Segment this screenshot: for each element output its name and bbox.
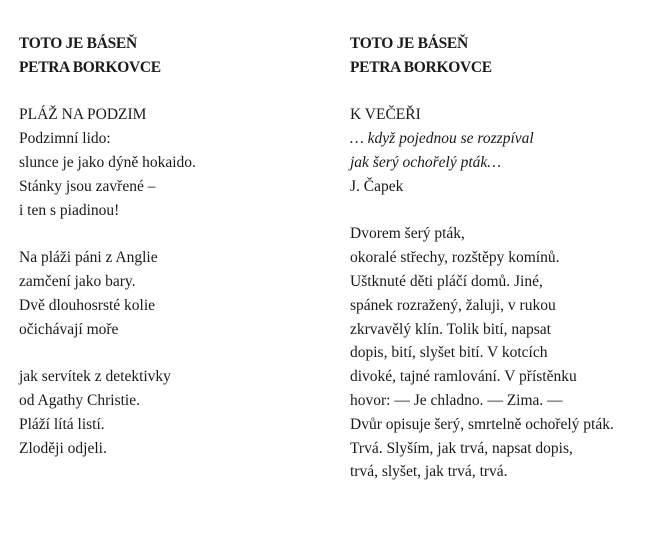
verse-line: Uštknuté děti pláčí domů. Jiné,	[350, 272, 543, 290]
verse-line: Na pláži páni z Anglie	[19, 249, 158, 267]
epigraph-line: … když pojednou se rozzpíval	[350, 130, 534, 148]
verse-line: Podzimní lido:	[19, 130, 111, 148]
left-poem	[19, 32, 319, 460]
header-line: TOTO JE BÁSEŇ	[350, 35, 468, 52]
verse-line: jak servítek z detektivky	[19, 368, 171, 386]
verse-line: Zloději odjeli.	[19, 439, 107, 457]
verse-line: slunce je jako dýně hokaido.	[19, 153, 196, 171]
stanza	[19, 127, 319, 222]
verse-line: Stánky jsou zavřené –	[19, 177, 156, 195]
verse-line: od Agathy Christie.	[19, 391, 140, 409]
verse-line: hovor: — Je chladno. — Zima. —	[350, 391, 563, 409]
left-poem-header	[19, 32, 319, 80]
verse-line: i ten s piadinou!	[19, 201, 120, 219]
right-poem	[350, 32, 650, 484]
verse-line: Pláží lítá listí.	[19, 415, 105, 433]
verse-line: trvá, slyšet, jak trvá, trvá.	[350, 463, 508, 481]
epigraph-line: jak šerý ochořelý pták…	[350, 153, 502, 171]
verse-line: Trvá. Slyším, jak trvá, napsat dopis,	[350, 439, 573, 457]
right-poem-header	[350, 32, 650, 80]
poem-title: K VEČEŘI	[350, 106, 421, 124]
stanza	[19, 246, 319, 341]
verse-line: spánek rozražený, žaluji, v rukou	[350, 296, 556, 314]
epigraph-author: J. Čapek	[350, 177, 404, 195]
verse-line: zamčení jako bary.	[19, 272, 136, 290]
stanza	[19, 365, 319, 460]
header-line: PETRA BORKOVCE	[350, 58, 492, 76]
verse-line: okoralé střechy, rozštěpy komínů.	[350, 249, 560, 267]
header-line: TOTO JE BÁSEŇ	[19, 35, 137, 52]
verse-line: zkrvavělý klín. Tolik bití, napsat	[350, 320, 551, 338]
verse-line: Dvůr opisuje šerý, smrtelně ochořelý pták.	[350, 415, 614, 433]
verse-line: očichávají moře	[19, 320, 119, 338]
verse-line: Dvorem šerý pták,	[350, 225, 465, 243]
poem-title: PLÁŽ NA PODZIM	[19, 106, 147, 124]
verse-line: divoké, tajné ramlování. V přístěnku	[350, 368, 577, 386]
verse-line: dopis, bití, slyšet bití. V kotcích	[350, 344, 548, 362]
header-line: PETRA BORKOVCE	[19, 58, 161, 76]
stanza	[350, 222, 650, 484]
verse-line: Dvě dlouhosrsté kolie	[19, 296, 156, 314]
epigraph	[350, 127, 650, 175]
